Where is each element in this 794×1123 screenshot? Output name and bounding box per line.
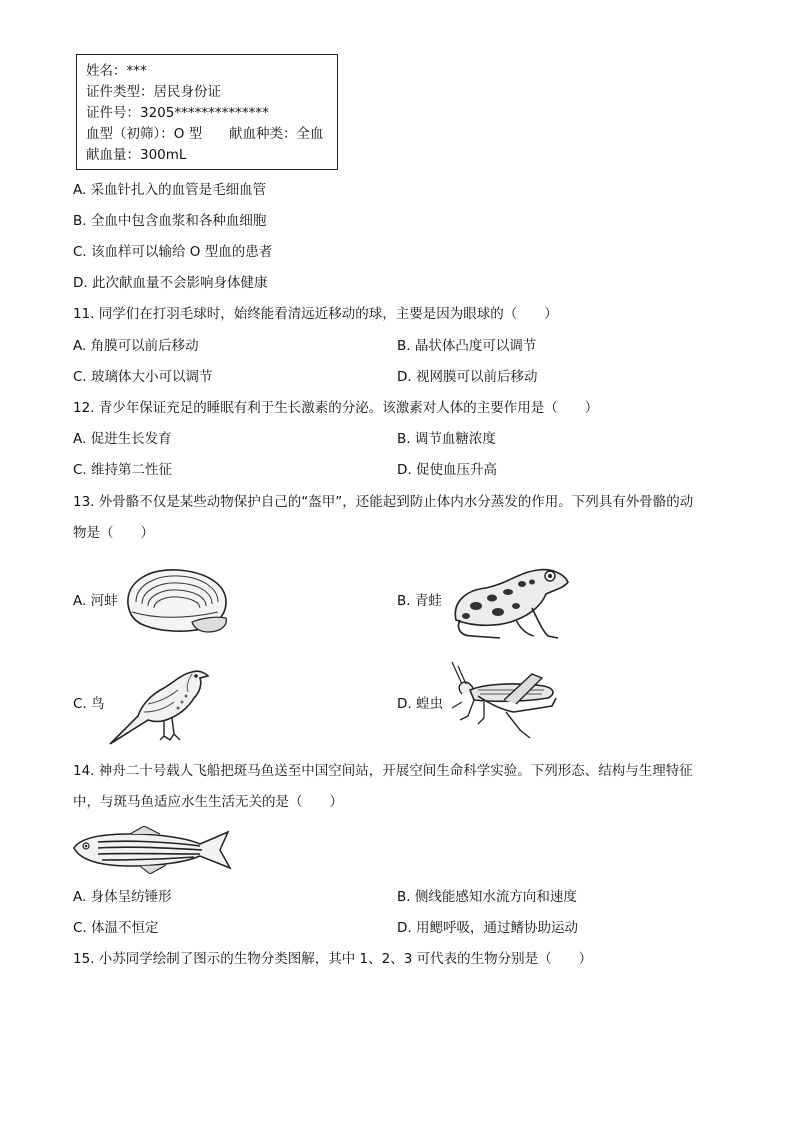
q10-option-d[interactable]: D. 此次献血量不会影响身体健康 bbox=[73, 275, 268, 291]
frog-image bbox=[446, 562, 572, 642]
q13-stem-line2: 物是（ ） bbox=[73, 525, 154, 541]
q11-stem: 11. 同学们在打羽毛球时，始终能看清远近移动的球，主要是因为眼球的（ ） bbox=[73, 306, 558, 322]
q13-stem-line1: 13. 外骨骼不仅是某些动物保护自己的“盔甲”，还能起到防止体内水分蒸发的作用。下列具有外骨骼的动 bbox=[73, 494, 694, 510]
q12-option-c[interactable]: C. 维持第二性征 bbox=[73, 462, 173, 478]
q10-option-b[interactable]: B. 全血中包含血浆和各种血细胞 bbox=[73, 213, 267, 229]
q12-option-d[interactable]: D. 促使血压升高 bbox=[397, 462, 497, 478]
q15-stem: 15. 小苏同学绘制了图示的生物分类图解，其中 1、2、3 可代表的生物分别是（ ） bbox=[73, 951, 593, 967]
q14-option-d[interactable]: D. 用鳃呼吸，通过鳍协助运动 bbox=[397, 920, 578, 936]
q13-option-b[interactable]: B. 青蛙 bbox=[397, 593, 442, 609]
q11-option-d[interactable]: D. 视网膜可以前后移动 bbox=[397, 369, 538, 385]
q14-option-b[interactable]: B. 侧线能感知水流方向和速度 bbox=[397, 889, 577, 905]
q11-option-b[interactable]: B. 晶状体凸度可以调节 bbox=[397, 338, 537, 354]
q12-option-b[interactable]: B. 调节血糖浓度 bbox=[397, 431, 496, 447]
q10-option-a[interactable]: A. 采血针扎入的血管是毛细血管 bbox=[73, 182, 267, 198]
card-blood-type: 血型（初筛）：O 型 bbox=[86, 126, 203, 142]
q14-option-a[interactable]: A. 身体呈纺锤形 bbox=[73, 889, 172, 905]
clam-image bbox=[122, 566, 232, 636]
bird-image bbox=[108, 660, 212, 746]
donation-card bbox=[76, 54, 338, 170]
q14-stem-line1: 14. 神舟二十号载人飞船把斑马鱼送至中国空间站，开展空间生命科学实验。下列形态、结构与生理特征 bbox=[73, 763, 693, 779]
card-id-number: 证件号：3205************** bbox=[86, 105, 269, 121]
card-volume: 献血量：300mL bbox=[86, 147, 187, 163]
locust-image bbox=[444, 660, 560, 748]
q13-option-c[interactable]: C. 鸟 bbox=[73, 696, 105, 712]
card-name: 姓名：*** bbox=[86, 63, 147, 79]
q12-option-a[interactable]: A. 促进生长发育 bbox=[73, 431, 172, 447]
q11-option-c[interactable]: C. 玻璃体大小可以调节 bbox=[73, 369, 213, 385]
q14-option-c[interactable]: C. 体温不恒定 bbox=[73, 920, 159, 936]
q12-stem: 12. 青少年保证充足的睡眠有利于生长激素的分泌。该激素对人体的主要作用是（ ） bbox=[73, 400, 599, 416]
card-id-type: 证件类型：居民身份证 bbox=[86, 84, 221, 100]
q13-option-d[interactable]: D. 蝗虫 bbox=[397, 696, 443, 712]
q11-option-a[interactable]: A. 角膜可以前后移动 bbox=[73, 338, 199, 354]
q10-option-c[interactable]: C. 该血样可以输给 O 型血的患者 bbox=[73, 244, 273, 260]
zebrafish-image bbox=[70, 826, 234, 874]
q14-stem-line2: 中，与斑马鱼适应水生生活无关的是（ ） bbox=[73, 794, 343, 810]
card-donation-type: 献血种类：全血 bbox=[229, 126, 324, 142]
q13-option-a[interactable]: A. 河蚌 bbox=[73, 593, 118, 609]
